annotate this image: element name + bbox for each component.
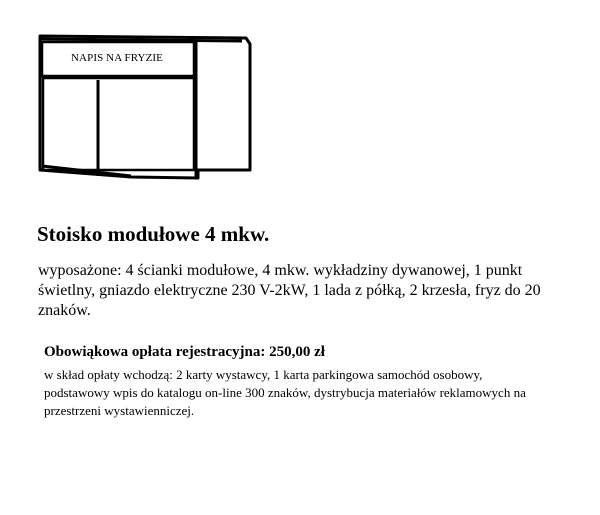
counter-front xyxy=(43,78,194,170)
fee-title: Obowiąkowa opłata rejestracyjna: 250,00 zł xyxy=(44,344,325,360)
booth-top-edge xyxy=(40,39,242,41)
frieze-label: NAPIS NA FRYZIE xyxy=(71,52,163,64)
fee-description: w skład opłaty wchodzą: 2 karty wystawcy, 1 karta parkingowa samochód osobowy, podstawowy wpis do katalogu on-line 300 znaków, dystrybucja materiałów reklamowych na przestrzeni wystawienniczej. xyxy=(44,367,526,418)
booth-drawing xyxy=(36,30,258,182)
stand-equipment: wyposażone: 4 ścianki modułowe, 4 mkw. wykładziny dywanowej, 1 punkt świetlny, gniazdo elektryczne 230 V-2kW, 1 lada z półką, 2 krzesła, fryz do 20 znaków. xyxy=(38,262,541,319)
stand-title: Stoisko modułowe 4 mkw. xyxy=(37,222,270,246)
